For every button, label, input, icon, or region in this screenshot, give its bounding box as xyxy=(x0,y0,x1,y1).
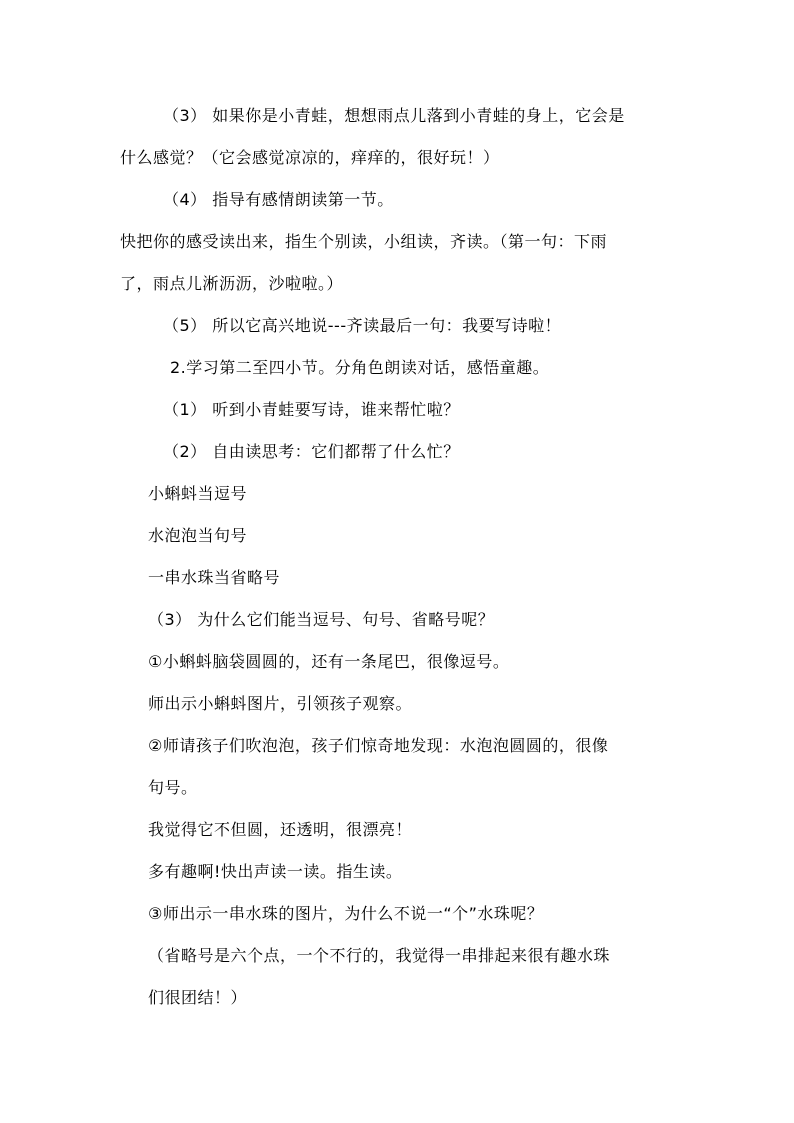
paragraph-line: 一串水珠当省略号 xyxy=(148,568,281,587)
paragraph-line: 我觉得它不但圆，还透明，很漂亮！ xyxy=(148,820,413,839)
paragraph-line: （3） 如果你是小青蛙，想想雨点儿落到小青蛙的身上，它会是 xyxy=(163,106,625,125)
paragraph-line: 小蝌蚪当逗号 xyxy=(148,484,248,503)
paragraph-line: （2） 自由读思考：它们都帮了什么忙？ xyxy=(163,442,460,461)
paragraph-line: 句号。 xyxy=(148,778,198,797)
paragraph-line: （5） 所以它高兴地说---齐读最后一句：我要写诗啦！ xyxy=(163,316,562,335)
paragraph-line: ①小蝌蚪脑袋圆圆的，还有一条尾巴，很像逗号。 xyxy=(148,652,510,671)
paragraph-line: （3） 为什么它们能当逗号、句号、省略号呢？ xyxy=(148,610,495,629)
paragraph-line: ②师请孩子们吹泡泡，孩子们惊奇地发现：水泡泡圆圆的，很像 xyxy=(148,736,609,755)
paragraph-line: 们很团结！） xyxy=(148,988,248,1007)
paragraph-line: （1） 听到小青蛙要写诗，谁来帮忙啦？ xyxy=(163,400,460,419)
section-heading: 2.学习第二至四小节。分角色朗读对话，感悟童趣。 xyxy=(170,358,550,377)
paragraph-line: 什么感觉？（它会感觉凉凉的，痒痒的，很好玩！） xyxy=(120,148,500,167)
paragraph-line: 了，雨点儿淅沥沥，沙啦啦。） xyxy=(120,274,344,293)
paragraph-line: 快把你的感受读出来，指生个别读，小组读，齐读。（第一句：下雨 xyxy=(120,232,608,251)
paragraph-line: 水泡泡当句号 xyxy=(148,526,248,545)
paragraph-line: ③师出示一串水珠的图片，为什么不说一“个”水珠呢？ xyxy=(148,904,544,923)
paragraph-line: （4） 指导有感情朗读第一节。 xyxy=(163,190,394,209)
paragraph-line: （省略号是六个点，一个不行的，我觉得一串排起来很有趣水珠 xyxy=(148,946,611,965)
paragraph-line: 师出示小蝌蚪图片，引领孩子观察。 xyxy=(148,694,413,713)
paragraph-line: 多有趣啊!快出声读一读。指生读。 xyxy=(148,862,403,881)
